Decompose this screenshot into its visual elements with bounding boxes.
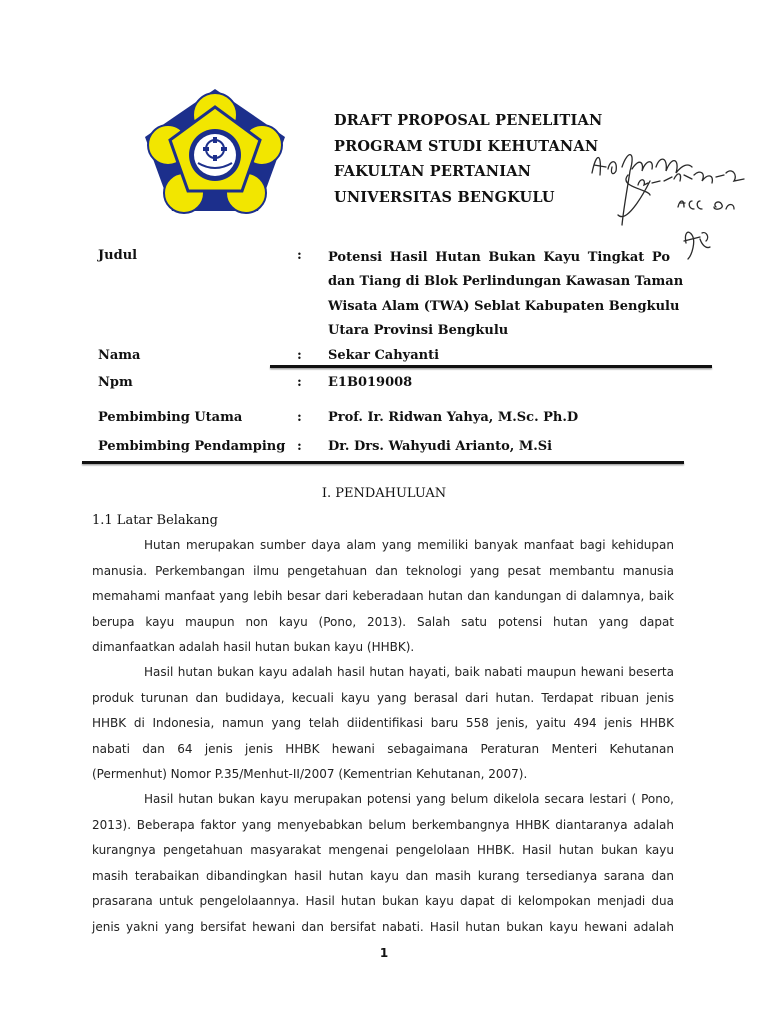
nama-label: Nama — [98, 348, 141, 363]
paragraph-line: HHBK di Indonesia, namun yang telah diidentifikasi baru 558 jenis, yaitu 494 jenis HHBK — [92, 716, 674, 730]
chapter-title: I. PENDAHULUAN — [321, 486, 447, 501]
pembimbing-pendamping-value: Dr. Drs. Wahyudi Arianto, M.Si — [328, 439, 553, 454]
pembimbing-pendamping-label: Pembimbing Pendamping — [98, 439, 286, 454]
paragraph-line: produk turunan dan budidaya, kecuali kayu yang berasal dari hutan. Terdapat ribuan jenis — [92, 690, 674, 705]
pembimbing-utama-value: Prof. Ir. Ridwan Yahya, M.Sc. Ph.D — [328, 410, 579, 425]
paragraph-line: Hutan merupakan sumber daya alam yang memiliki banyak manfaat bagi kehidupan — [144, 538, 674, 552]
paragraph-line: dimanfaatkan adalah hasil hutan bukan kayu (HHBK). — [92, 640, 415, 654]
paragraph-line: prasarana untuk pengelolaannya. Hasil hutan bukan kayu dapat di kelompokan menjadi dua — [92, 894, 674, 908]
colon: : — [297, 348, 302, 363]
judul-line: Potensi Hasil Hutan Bukan Kayu Tingkat Po — [328, 250, 670, 265]
pembimbing-utama-label: Pembimbing Utama — [98, 410, 243, 425]
npm-label: Npm — [98, 375, 133, 390]
judul-line: Utara Provinsi Bengkulu — [328, 322, 509, 338]
judul-label: Judul — [98, 248, 138, 263]
paragraph — [92, 660, 674, 788]
judul-value — [328, 246, 684, 343]
horizontal-rule — [270, 365, 712, 368]
paragraph — [92, 533, 674, 661]
paragraph-line: jenis yakni yang bersifat hewani dan bersifat nabati. Hasil hutan bukan kayu hewani adalah — [92, 919, 674, 934]
header-line-2: PROGRAM STUDI KEHUTANAN — [334, 137, 599, 155]
colon: : — [297, 410, 302, 425]
paragraph-line: Hasil hutan bukan kayu merupakan potensi yang belum dikelola secara lestari ( Pono, — [144, 792, 674, 806]
paragraph-line: (Permenhut) Nomor P.35/Menhut-II/2007 (Kementrian Kehutanan, 2007). — [92, 767, 528, 781]
paragraph-line: 2013). Beberapa faktor yang menyebabkan belum berkembangnya HHBK diantaranya adalah — [92, 817, 674, 832]
header-line-4: UNIVERSITAS BENGKULU — [334, 188, 555, 206]
colon: : — [297, 375, 302, 390]
paragraph-line: kurangnya pengetahuan masyarakat mengenai pengelolaan HHBK. Hasil hutan bukan kayu — [92, 843, 674, 857]
paragraph-line: manusia. Perkembangan ilmu pengetahuan dan teknologi yang pesat membantu manusia — [92, 563, 674, 578]
header-line-1: DRAFT PROPOSAL PENELITIAN — [334, 112, 603, 129]
paragraph-line: berupa kayu maupun non kayu (Pono, 2013). Salah satu potensi hutan yang dapat — [92, 614, 674, 629]
paragraph-line: masih terabaikan dibandingkan hasil hutan kayu dan masih kurang tersedianya sarana dan — [92, 868, 674, 883]
paragraph — [92, 787, 674, 940]
header-line-3: FAKULTAN PERTANIAN — [334, 163, 532, 180]
paragraph-line: Hasil hutan bukan kayu adalah hasil hutan hayati, baik nabati maupun hewani beserta — [144, 665, 674, 679]
section-title: 1.1 Latar Belakang — [92, 513, 218, 528]
colon: : — [297, 248, 302, 263]
paragraph-line: memahami manfaat yang lebih besar dari keberadaan hutan dan kandungan di dalamnya, baik — [92, 589, 674, 603]
horizontal-rule — [82, 461, 684, 464]
colon: : — [297, 439, 302, 454]
document-header — [334, 108, 602, 210]
judul-line: Wisata Alam (TWA) Seblat Kabupaten Bengkulu — [328, 298, 680, 314]
nama-value: Sekar Cahyanti — [328, 348, 440, 363]
page-number: 1 — [379, 946, 389, 960]
judul-line: dan Tiang di Blok Perlindungan Kawasan Taman — [328, 274, 684, 290]
npm-value: E1B019008 — [328, 375, 413, 390]
paragraph-line: nabati dan 64 jenis jenis HHBK hewani sebagaimana Peraturan Menteri Kehutanan — [92, 741, 674, 756]
university-emblem-icon — [140, 85, 290, 215]
